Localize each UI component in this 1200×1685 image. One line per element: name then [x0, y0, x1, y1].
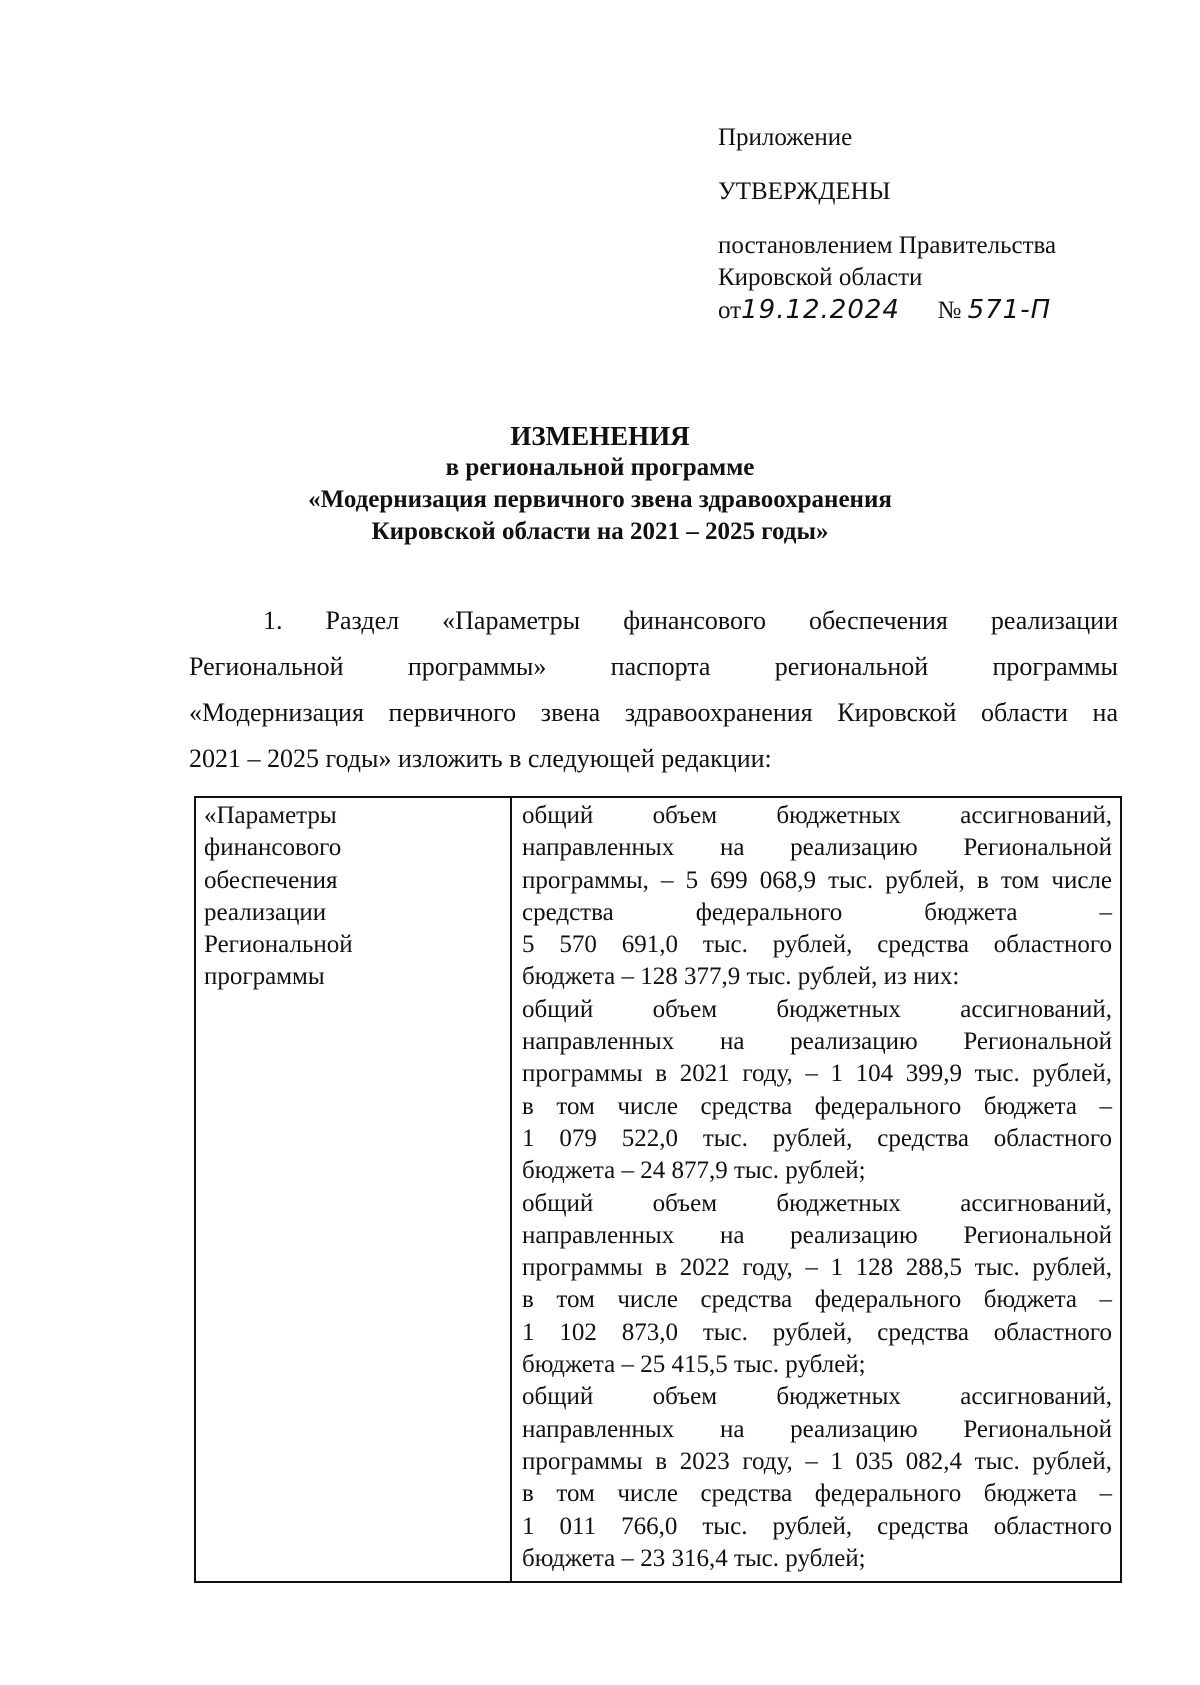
value-line: программы в 2023 году, – 1 035 082,4 тыс. рублей,: [522, 1447, 1112, 1475]
number-prefix: №: [937, 297, 962, 324]
value-line: направленных на реализацию Региональной: [522, 1221, 1112, 1249]
approved-by-line-2: Кировской области: [718, 264, 923, 291]
value-line: направленных на реализацию Региональной: [522, 1415, 1112, 1443]
value-line: в том числе средства федерального бюджета –: [522, 1286, 1112, 1314]
appendix-label: Приложение: [718, 124, 853, 151]
table-row: [195, 797, 1121, 1582]
document-title: [0, 420, 1200, 548]
paragraph-line: «Модернизация первичного звена здравоохранения Кировской области на: [189, 698, 1118, 727]
date-prefix: от: [718, 297, 742, 324]
value-line: бюджета – 25 415,5 тыс. рублей;: [522, 1351, 866, 1379]
title-line-3: «Модернизация первичного звена здравоохранения: [308, 486, 892, 513]
approved-label: УТВЕРЖДЕНЫ: [718, 178, 891, 205]
parameter-name-line: финансового: [204, 834, 342, 862]
value-line: программы, – 5 699 068,9 тыс. рублей, в том числе: [522, 866, 1112, 894]
value-line: в том числе средства федерального бюджета –: [522, 1480, 1112, 1508]
value-line: программы в 2022 году, – 1 128 288,5 тыс. рублей,: [522, 1254, 1112, 1282]
paragraph-line: Региональной программы» паспорта региональной программы: [189, 652, 1118, 681]
paragraph-line: 2021 – 2025 годы» изложить в следующей редакции:: [189, 744, 772, 773]
value-line: общий объем бюджетных ассигнований,: [522, 802, 1112, 829]
approved-by-line-1: постановлением Правительства: [718, 232, 1057, 259]
parameter-name-line: Региональной: [204, 931, 353, 959]
title-line-2: в региональной программе: [445, 454, 755, 481]
parameter-name-cell: [195, 797, 511, 1582]
parameter-name-line: «Параметры: [204, 802, 337, 829]
title-main: ИЗМЕНЕНИЯ: [510, 421, 690, 451]
parameter-name-line: обеспечения: [204, 866, 338, 894]
value-line: 5 570 691,0 тыс. рублей, средства областного: [522, 931, 1112, 959]
value-line: общий объем бюджетных ассигнований,: [522, 1189, 1112, 1217]
approval-block: [718, 122, 1056, 327]
handwritten-date: 19.12.2024: [741, 295, 900, 325]
value-line: в том числе средства федерального бюджета –: [522, 1092, 1112, 1120]
date-number-line: [718, 294, 1056, 327]
value-line: направленных на реализацию Региональной: [522, 1028, 1112, 1056]
value-line: 1 079 522,0 тыс. рублей, средства областного: [522, 1124, 1112, 1152]
value-line: общий объем бюджетных ассигнований,: [522, 995, 1112, 1023]
value-line: бюджета – 24 877,9 тыс. рублей;: [522, 1157, 866, 1185]
paragraph-1: [189, 598, 1118, 782]
parameters-table: [194, 796, 1122, 1583]
value-line: программы в 2021 году, – 1 104 399,9 тыс. рублей,: [522, 1060, 1112, 1088]
parameter-name-line: реализации: [204, 898, 327, 926]
value-line: бюджета – 23 316,4 тыс. рублей;: [522, 1544, 866, 1572]
value-line: 1 102 873,0 тыс. рублей, средства областного: [522, 1318, 1112, 1346]
value-line: бюджета – 128 377,9 тыс. рублей, из них:: [522, 963, 960, 991]
value-line: средства федерального бюджета –: [522, 898, 1112, 926]
parameter-name-line: программы: [204, 963, 325, 991]
parameter-value-cell: [511, 797, 1121, 1582]
value-line: направленных на реализацию Региональной: [522, 834, 1112, 862]
value-line: 1 011 766,0 тыс. рублей, средства областного: [522, 1512, 1112, 1540]
paragraph-line: 1. Раздел «Параметры финансового обеспечения реализации: [263, 606, 1118, 635]
value-line: общий объем бюджетных ассигнований,: [522, 1383, 1112, 1411]
title-line-4: Кировской области на 2021 – 2025 годы»: [371, 518, 829, 545]
handwritten-number: 571-П: [967, 295, 1052, 325]
